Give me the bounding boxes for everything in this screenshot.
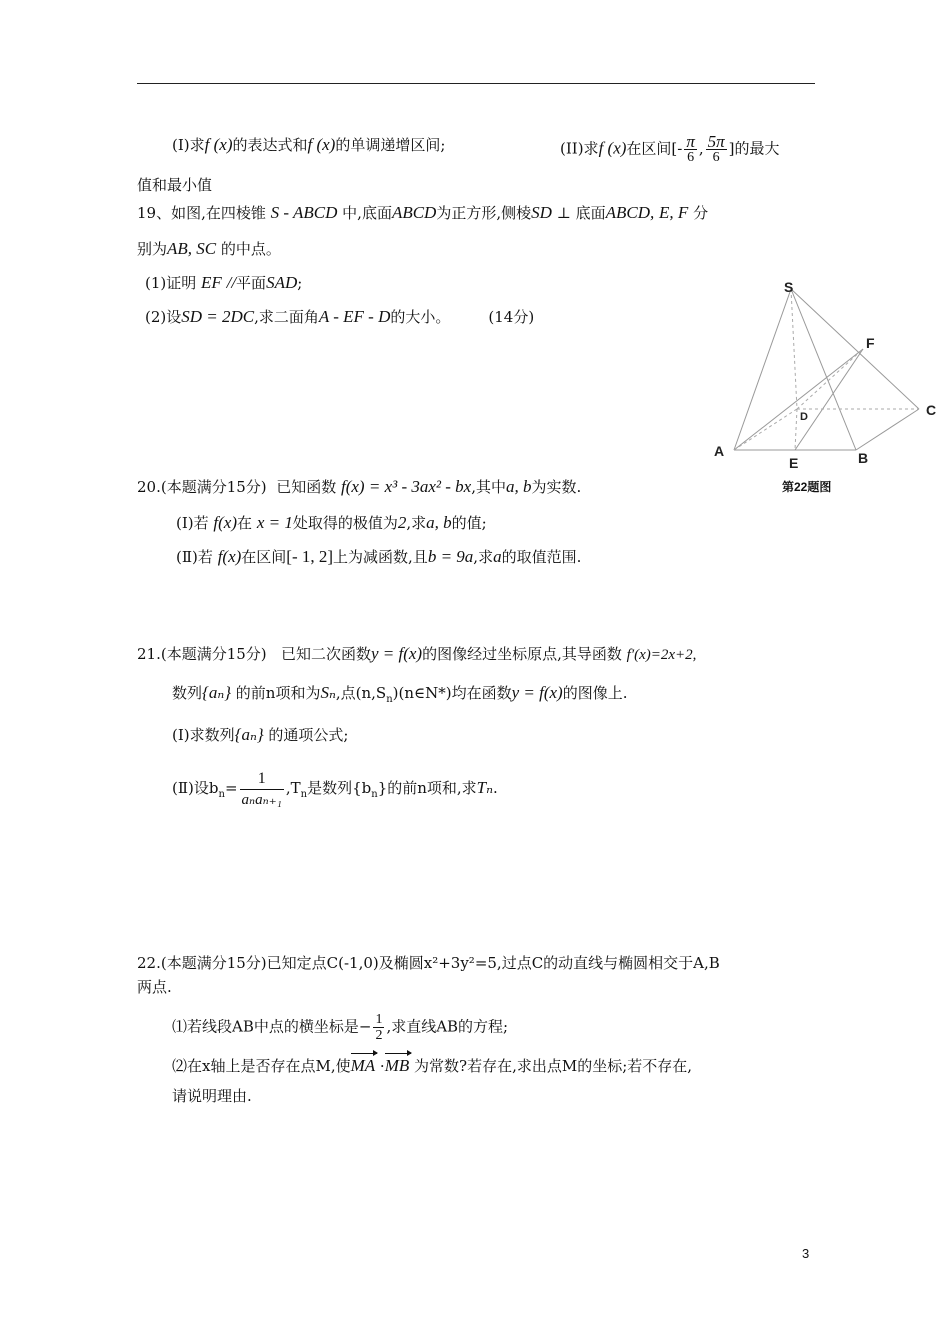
q22-part2-continuation: 请说明理由.	[172, 1087, 252, 1105]
q18-part2: (II)求f (x)在区间[- $\frac{\pi}{6}$ , $\frac{5\pi}{6}$ ]的最大	[560, 132, 780, 165]
q22-part1: ⑴若线段AB中点的横坐标是− $\frac{1}{2}$ ,求直线AB的方程;	[172, 1012, 509, 1043]
label-b: B	[858, 450, 869, 466]
q19-part1: (1)证明 EF //平面SAD;	[145, 273, 303, 292]
q22-intro: 22.(本题满分15分)已知定点C(-1,0)及椭圆x²+3y²=5,过点C的动直线与椭圆相交于A,B	[137, 954, 720, 972]
label-a: A	[714, 443, 725, 459]
header-rule	[137, 83, 815, 84]
segment-ef	[795, 349, 863, 450]
edge-sd-hidden	[791, 289, 797, 409]
edge-sa	[734, 289, 791, 450]
label-s: S	[784, 279, 794, 295]
edge-bc	[856, 409, 919, 450]
label-d: D	[800, 411, 808, 423]
figure-caption: 第22题图	[782, 480, 832, 494]
q18-part1: (I)求f (x)的表达式和f (x)的单调递增区间;	[172, 135, 446, 154]
edge-sb	[791, 289, 856, 450]
fraction-1-over-an: $\frac{1}{\text{aₙaₙ₊₁}}$	[241, 769, 282, 808]
segment-de-hidden	[795, 409, 797, 450]
vector-mb: MB	[384, 1056, 410, 1075]
q19-line2: 别为AB, SC 的中点。	[137, 239, 281, 258]
edge-ad-hidden	[734, 409, 797, 450]
page-number: 3	[802, 1246, 810, 1261]
q19-intro: 19、如图,在四棱锥 S - ABCD 中,底面ABCD为正方形,侧棱SD ⊥ 底面ABCD, E, F 分	[137, 203, 709, 222]
vector-ma: MA	[350, 1056, 376, 1075]
q20-part2: (Ⅱ)若 f(x)在区间[- 1, 2]上为减函数,且b = 9a,求a的取值范围.	[176, 547, 582, 566]
edge-sc	[791, 289, 919, 409]
q20-intro: 20.(本题满分15分) 已知函数 f(x) = x³ - 3ax² - bx,其中a, b为实数.	[137, 477, 582, 496]
fraction-pi-6: $\frac{\pi}{6}$	[686, 132, 695, 165]
pyramid-figure	[706, 276, 946, 496]
fraction-5pi-6: $\frac{5\pi}{6}$	[707, 132, 725, 165]
q22-part2: ⑵在x轴上是否存在点M,使MA ·MB 为常数?若存在,求出点M的坐标;若不存在,	[172, 1056, 693, 1075]
q21-part1: (Ⅰ)求数列{aₙ} 的通项公式;	[172, 725, 349, 744]
q20-part1: (Ⅰ)若 f(x)在 x = 1处取得的极值为2,求a, b的值;	[176, 513, 487, 532]
q22-continuation: 两点.	[137, 978, 172, 996]
q21-intro: 21.(本题满分15分) 已知二次函数y = f(x)的图像经过坐标原点,其导函数 f′(x)=2x+2,	[137, 644, 697, 663]
q21-part2: (Ⅱ)设$b_n=$ $\frac{1}{\text{aₙaₙ₊₁}}$ $,T_n$是数列$\{b_n\}$的前n项和,求Tₙ.	[172, 769, 498, 808]
segment-df-hidden	[797, 349, 863, 409]
q21-line2: 数列{aₙ} 的前n项和为Sₙ,点$(n,S_n)(n\in N*)$均在函数y = f(x)的图像上.	[172, 683, 628, 705]
fraction-1-2: $\frac{1}{2}$	[375, 1012, 383, 1043]
label-e: E	[789, 455, 799, 471]
label-f: F	[866, 335, 875, 351]
segment-af	[734, 349, 863, 450]
q19-part2: (2)设SD = 2DC,求二面角A - EF - D的大小。 (14分)	[145, 307, 535, 326]
q18-continuation: 值和最小值	[137, 176, 213, 194]
label-c: C	[926, 402, 937, 418]
